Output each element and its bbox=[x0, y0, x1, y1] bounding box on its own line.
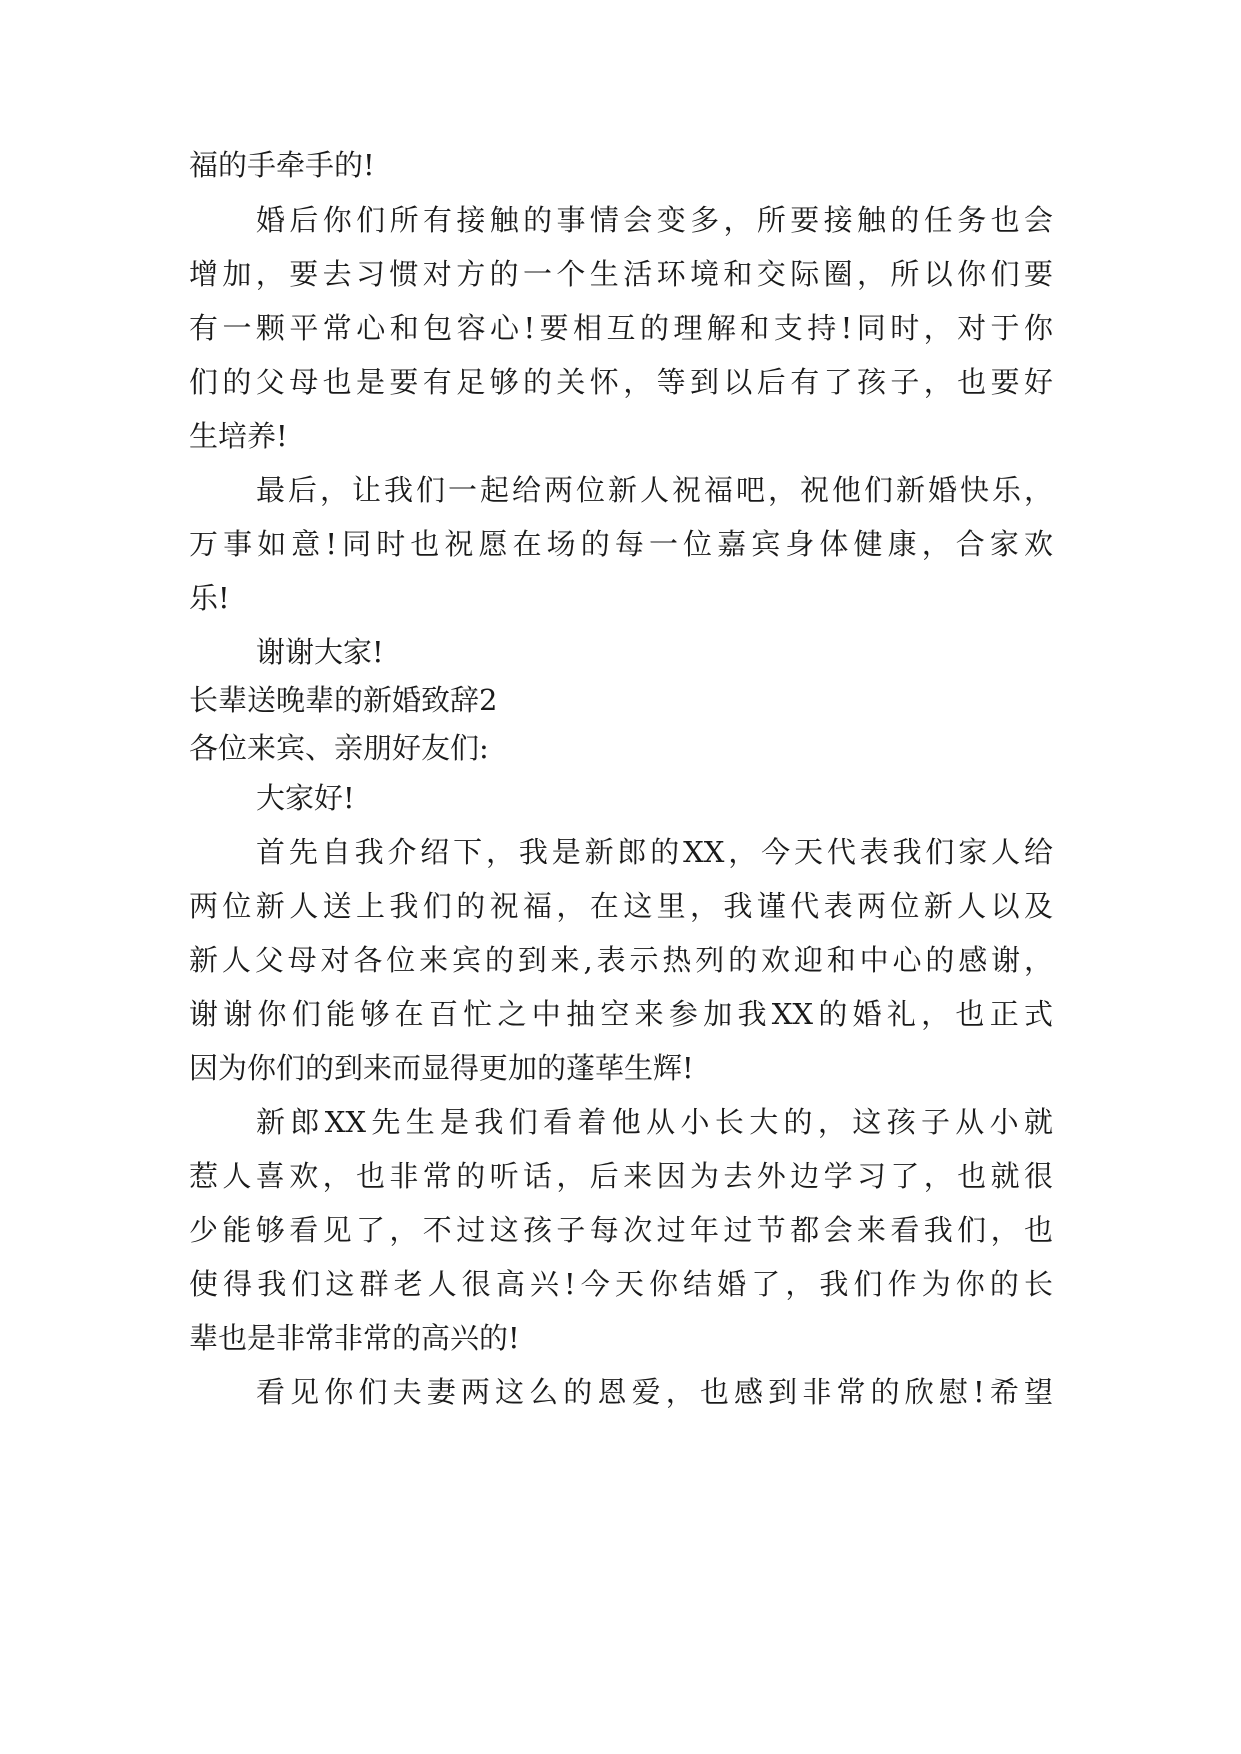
paragraph-line: 看见你们夫妻两这么的恩爱，也感到非常的欣慰!希望 bbox=[256, 1375, 1053, 1409]
greeting-line: 大家好! bbox=[256, 781, 355, 815]
section-heading: 长辈送晚辈的新婚致辞2 bbox=[189, 683, 498, 717]
paragraph-line: 惹人喜欢，也非常的听话，后来因为去外边学习了，也就很 bbox=[189, 1159, 1053, 1193]
paragraph-line: 辈也是非常非常的高兴的! bbox=[189, 1321, 520, 1355]
salutation: 各位来宾、亲朋好友们: bbox=[189, 731, 489, 765]
paragraph-line: 福的手牵手的! bbox=[189, 148, 375, 182]
paragraph-line: 谢谢你们能够在百忙之中抽空来参加我XX的婚礼，也正式 bbox=[189, 997, 1053, 1031]
closing-line: 谢谢大家! bbox=[256, 635, 384, 669]
paragraph-line: 最后，让我们一起给两位新人祝福吧，祝他们新婚快乐， bbox=[256, 473, 1053, 507]
paragraph-line: 首先自我介绍下，我是新郎的XX，今天代表我们家人给 bbox=[256, 835, 1053, 869]
paragraph-line: 万事如意!同时也祝愿在场的每一位嘉宾身体健康，合家欢 bbox=[189, 527, 1053, 561]
paragraph-line: 两位新人送上我们的祝福，在这里，我谨代表两位新人以及 bbox=[189, 889, 1053, 923]
paragraph-line: 新人父母对各位来宾的到来,表示热列的欢迎和中心的感谢， bbox=[189, 943, 1053, 977]
paragraph-line: 生培养! bbox=[189, 419, 288, 453]
paragraph-line: 少能够看见了，不过这孩子每次过年过节都会来看我们，也 bbox=[189, 1213, 1053, 1247]
paragraph-line: 乐! bbox=[189, 581, 230, 615]
paragraph-line: 婚后你们所有接触的事情会变多，所要接触的任务也会 bbox=[256, 203, 1053, 237]
paragraph-line: 有一颗平常心和包容心!要相互的理解和支持!同时，对于你 bbox=[189, 311, 1053, 345]
paragraph-line: 因为你们的到来而显得更加的蓬荜生辉! bbox=[189, 1051, 694, 1085]
paragraph-line: 增加，要去习惯对方的一个生活环境和交际圈，所以你们要 bbox=[189, 257, 1053, 291]
paragraph-line: 新郎XX先生是我们看着他从小长大的，这孩子从小就 bbox=[256, 1105, 1053, 1139]
paragraph-line: 使得我们这群老人很高兴!今天你结婚了，我们作为你的长 bbox=[189, 1267, 1053, 1301]
paragraph-line: 们的父母也是要有足够的关怀，等到以后有了孩子，也要好 bbox=[189, 365, 1053, 399]
